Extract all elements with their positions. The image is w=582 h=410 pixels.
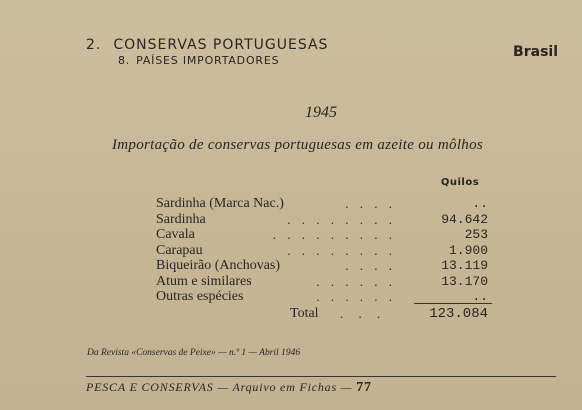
table-row (156, 274, 492, 290)
year-title: 1945 (305, 104, 337, 121)
subsection-title: PAÍSES IMPORTADORES (136, 54, 280, 67)
country-label: Brasil (513, 44, 558, 60)
section-heading (86, 37, 328, 53)
total-label: Total (290, 306, 319, 321)
row-value: 1.900 (448, 242, 488, 258)
row-label: Biqueirão (Anchovas) (156, 258, 281, 273)
row-label: Outras espécies (156, 289, 244, 304)
table-row (156, 212, 492, 228)
row-value: 13.170 (441, 273, 488, 289)
row-label: Sardinha (156, 211, 206, 227)
row-leader-dots: . . . . . . . . (287, 211, 396, 227)
footer (86, 380, 372, 396)
import-table (156, 196, 492, 305)
row-value: 253 (464, 227, 488, 242)
table-row (156, 243, 492, 259)
row-label: Atum e similares (156, 273, 252, 289)
row-leader-dots: . . . . . . . . . (272, 227, 396, 242)
row-value: .. (472, 289, 488, 304)
row-leader-dots: . . . . (345, 258, 396, 273)
section-number: 2. (86, 37, 102, 53)
subsection-number: 8. (118, 54, 131, 67)
total-leader-dots: . . . (340, 306, 387, 321)
unit-column-header: Quilos (440, 177, 480, 188)
total-value: 123.084 (429, 306, 488, 322)
card-number: 77 (356, 380, 372, 395)
subsection-heading (118, 54, 279, 67)
table-row (156, 227, 492, 243)
sum-rule (414, 303, 492, 304)
section-title: CONSERVAS PORTUGUESAS (113, 37, 329, 53)
row-label: Sardinha (Marca Nac.) (156, 196, 284, 211)
row-leader-dots: . . . . . . . . (287, 242, 396, 258)
footer-text: PESCA E CONSERVAS — Arquivo em Fichas — (86, 380, 353, 394)
row-label: Cavala (156, 227, 195, 242)
table-row (156, 196, 492, 212)
table-row (156, 258, 492, 274)
row-value: .. (472, 196, 488, 211)
table-subtitle: Importação de conservas portuguesas em azeite ou môlhos (112, 137, 484, 153)
row-label: Carapau (156, 242, 203, 258)
row-leader-dots: . . . . . . (316, 273, 396, 289)
row-value: 94.642 (441, 211, 488, 227)
row-leader-dots: . . . . . . (316, 289, 396, 304)
source-citation: Da Revista «Conservas de Peixe» — n.º 1 — Abril 1946 (87, 348, 301, 358)
row-value: 13.119 (441, 258, 488, 273)
footer-rule (86, 376, 556, 377)
row-leader-dots: . . . . (345, 196, 396, 211)
